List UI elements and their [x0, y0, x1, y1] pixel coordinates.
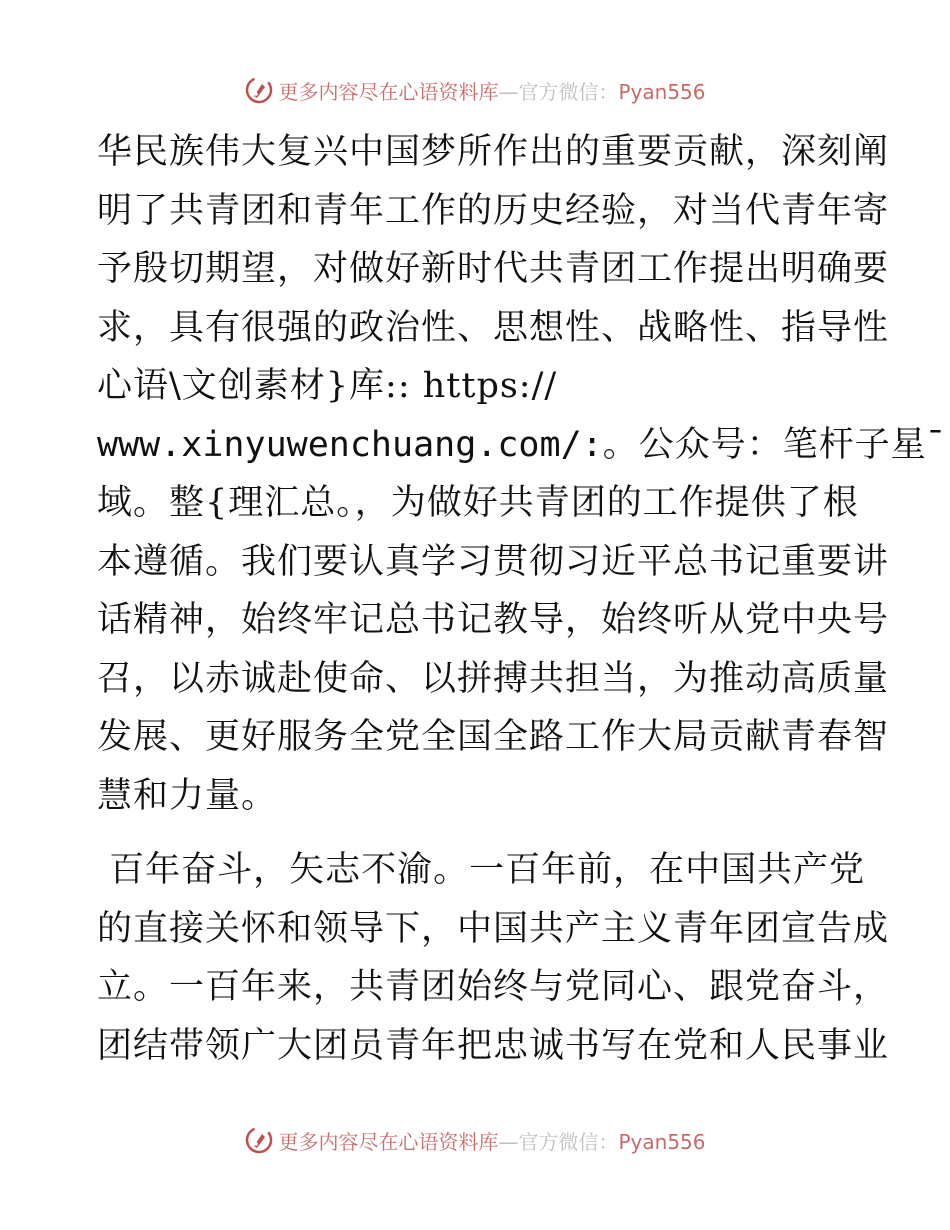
text-line: 慧和力量。: [97, 775, 278, 816]
source-url: www.xinyuwenchuang.com/:: [97, 424, 603, 465]
header-watermark-banner: [0, 70, 950, 110]
text-line: 团结带领广大团员青年把忠诚书写在党和人民事业: [97, 1025, 890, 1066]
document-body: [97, 123, 946, 1075]
footer-watermark-banner: [0, 1120, 950, 1160]
text-line: 明了共青团和青年工作的历史经验，对当代青年寄: [97, 190, 890, 231]
text-line: 召，以赤诚赴使命、以拼搏共担当，为推动高质量: [97, 658, 890, 699]
paragraph-2: [97, 841, 890, 1075]
account-text: 。公众号：笔杆子星¯: [602, 424, 946, 465]
text-line: 域。整{理汇总。，为做好共青团的工作提供了根: [97, 483, 859, 523]
text-line: 发展、更好服务全党全国全路工作大局贡献青春智: [97, 717, 890, 757]
pen-nib-logo-icon: [244, 1125, 274, 1155]
watermark-text: 更多内容尽在心语资料库—官方微信：Pyan556: [278, 79, 706, 104]
text-line: 华民族伟大复兴中国梦所作出的重要贡献，深刻阐: [97, 132, 890, 172]
text-line: 百年奋斗，矢志不渝。一百年前，在中国共产党: [97, 850, 866, 890]
watermark-text: 更多内容尽在心语资料库—官方微信：Pyan556: [278, 1129, 706, 1154]
text-line: 的直接关怀和领导下，中国共产主义青年团宣告成: [97, 908, 890, 949]
url-line: [97, 416, 946, 475]
text-line: 求，具有很强的政治性、思想性、战略性、指导性: [97, 307, 890, 348]
text-line: 话精神，始终牢记总书记教导，始终听从党中央号: [97, 600, 890, 640]
paragraph-spacer: [97, 825, 857, 841]
text-line: 心语\文创素材}库:: https://: [97, 366, 558, 406]
paragraph-1: [97, 123, 946, 825]
pen-nib-logo-icon: [244, 75, 274, 105]
text-line: 予殷切期望，对做好新时代共青团工作提出明确要: [97, 249, 890, 289]
text-line: 本遵循。我们要认真学习贯彻习近平总书记重要讲: [97, 541, 890, 582]
text-line: 立。一百年来，共青团始终与党同心、跟党奋斗，: [97, 967, 890, 1007]
